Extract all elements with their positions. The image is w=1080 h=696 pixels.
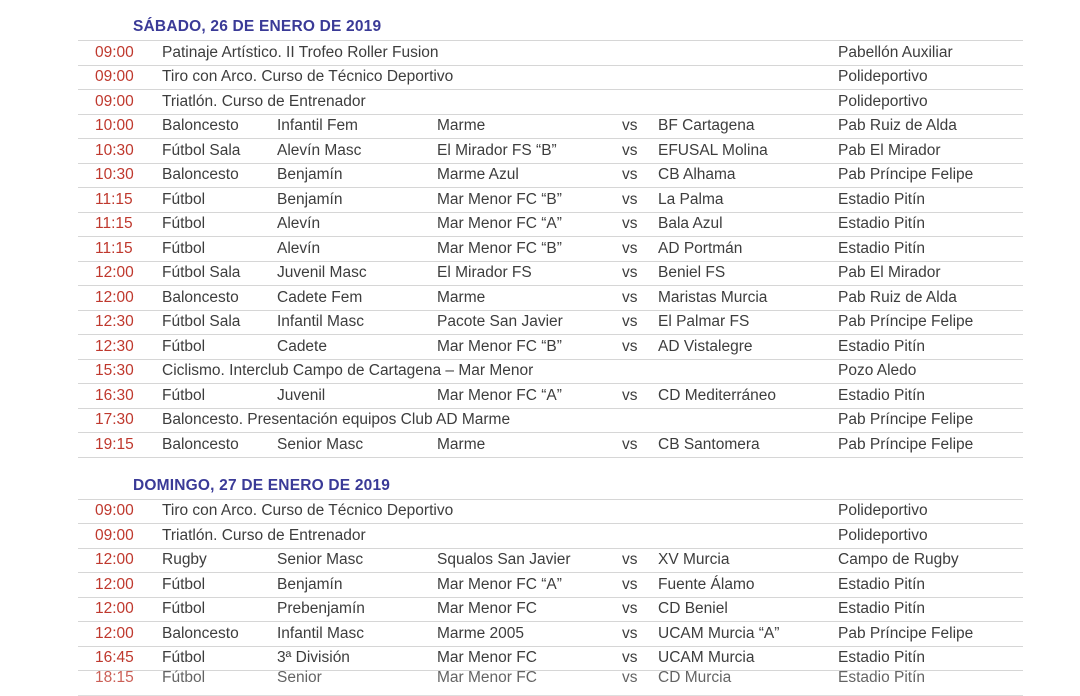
venue-cell: Polideportivo bbox=[838, 92, 928, 110]
time-cell: 12:00 bbox=[95, 288, 134, 306]
schedule-row bbox=[78, 500, 1023, 525]
away-team-cell: Beniel FS bbox=[658, 264, 726, 282]
home-team-cell: Marme bbox=[437, 288, 486, 306]
category-cell: Prebenjamín bbox=[277, 600, 365, 618]
vs-label: vs bbox=[622, 337, 638, 355]
schedule-content bbox=[78, 16, 1080, 696]
time-cell: 17:30 bbox=[95, 411, 134, 429]
away-team-cell: AD Portmán bbox=[658, 239, 743, 257]
event-description-cell: Triatlón. Curso de Entrenador bbox=[162, 92, 366, 110]
venue-cell: Pab Príncipe Felipe bbox=[838, 166, 974, 184]
away-team-cell: CD Mediterráneo bbox=[658, 386, 777, 404]
time-cell: 16:45 bbox=[95, 649, 134, 667]
schedule-row bbox=[78, 66, 1023, 91]
sport-cell: Baloncesto bbox=[162, 288, 239, 306]
time-cell: 12:00 bbox=[95, 551, 134, 569]
home-team-cell: Squalos San Javier bbox=[437, 551, 571, 569]
day-header: SÁBADO, 26 DE ENERO DE 2019 bbox=[133, 18, 382, 35]
vs-label: vs bbox=[622, 435, 638, 453]
away-team-cell: CD Beniel bbox=[658, 600, 728, 618]
vs-label: vs bbox=[622, 239, 638, 257]
schedule-row bbox=[78, 311, 1023, 336]
time-cell: 18:15 bbox=[95, 669, 134, 686]
venue-cell: Pabellón Auxiliar bbox=[838, 43, 953, 61]
schedule-row bbox=[78, 262, 1023, 287]
category-cell: Senior bbox=[277, 669, 322, 686]
sport-cell: Rugby bbox=[162, 551, 207, 569]
schedule-row bbox=[78, 139, 1023, 164]
vs-label: vs bbox=[622, 551, 638, 569]
schedule-row bbox=[78, 115, 1023, 140]
schedule-row bbox=[78, 622, 1023, 647]
venue-cell: Estadio Pitín bbox=[838, 669, 926, 686]
category-cell: Juvenil bbox=[277, 386, 326, 404]
schedule-row bbox=[78, 335, 1023, 360]
home-team-cell: Mar Menor FC “A” bbox=[437, 215, 562, 233]
time-cell: 11:15 bbox=[95, 239, 133, 257]
vs-label: vs bbox=[622, 313, 638, 331]
time-cell: 12:00 bbox=[95, 575, 134, 593]
venue-cell: Pab El Mirador bbox=[838, 141, 941, 159]
home-team-cell: Marme Azul bbox=[437, 166, 519, 184]
category-cell: Cadete Fem bbox=[277, 288, 363, 306]
category-cell: Senior Masc bbox=[277, 435, 364, 453]
venue-cell: Pab Príncipe Felipe bbox=[838, 624, 974, 642]
schedule-row bbox=[78, 188, 1023, 213]
away-team-cell: BF Cartagena bbox=[658, 117, 755, 135]
sport-cell: Fútbol Sala bbox=[162, 313, 241, 331]
vs-label: vs bbox=[622, 190, 638, 208]
away-team-cell: El Palmar FS bbox=[658, 313, 750, 331]
schedule-row bbox=[78, 671, 1023, 696]
time-cell: 11:15 bbox=[95, 190, 133, 208]
vs-label: vs bbox=[622, 624, 638, 642]
time-cell: 12:00 bbox=[95, 600, 134, 618]
schedule-row bbox=[78, 360, 1023, 385]
time-cell: 11:15 bbox=[95, 215, 133, 233]
home-team-cell: Mar Menor FC bbox=[437, 600, 537, 618]
category-cell: Infantil Masc bbox=[277, 313, 365, 331]
category-cell: Alevín bbox=[277, 215, 321, 233]
category-cell: Infantil Masc bbox=[277, 624, 365, 642]
home-team-cell: Mar Menor FC “B” bbox=[437, 239, 562, 257]
sport-cell: Baloncesto bbox=[162, 166, 239, 184]
home-team-cell: Mar Menor FC “B” bbox=[437, 337, 562, 355]
category-cell: Alevín Masc bbox=[277, 141, 362, 159]
event-description-cell: Tiro con Arco. Curso de Técnico Deportivo bbox=[162, 502, 454, 520]
event-description-cell: Ciclismo. Interclub Campo de Cartagena – Mar Menor bbox=[162, 362, 534, 380]
vs-label: vs bbox=[622, 166, 638, 184]
venue-cell: Pab Ruiz de Alda bbox=[838, 117, 957, 135]
home-team-cell: El Mirador FS “B” bbox=[437, 141, 557, 159]
away-team-cell: La Palma bbox=[658, 190, 724, 208]
schedule-row bbox=[78, 433, 1023, 458]
category-cell: Alevín bbox=[277, 239, 321, 257]
home-team-cell: Mar Menor FC “A” bbox=[437, 575, 562, 593]
venue-cell: Estadio Pitín bbox=[838, 239, 926, 257]
venue-cell: Polideportivo bbox=[838, 68, 928, 86]
home-team-cell: Marme bbox=[437, 435, 486, 453]
category-cell: Infantil Fem bbox=[277, 117, 358, 135]
event-description-cell: Triatlón. Curso de Entrenador bbox=[162, 526, 366, 544]
vs-label: vs bbox=[622, 600, 638, 618]
schedule-row bbox=[78, 384, 1023, 409]
time-cell: 09:00 bbox=[95, 502, 134, 520]
venue-cell: Estadio Pitín bbox=[838, 575, 926, 593]
venue-cell: Estadio Pitín bbox=[838, 600, 926, 618]
day-schedule-table bbox=[78, 499, 1023, 696]
schedule-row bbox=[78, 237, 1023, 262]
schedule-row bbox=[78, 41, 1023, 66]
time-cell: 09:00 bbox=[95, 92, 134, 110]
time-cell: 16:30 bbox=[95, 386, 134, 404]
away-team-cell: CD Murcia bbox=[658, 669, 732, 686]
time-cell: 15:30 bbox=[95, 362, 134, 380]
category-cell: Juvenil Masc bbox=[277, 264, 367, 282]
sport-cell: Baloncesto bbox=[162, 435, 239, 453]
venue-cell: Polideportivo bbox=[838, 526, 928, 544]
venue-cell: Pab El Mirador bbox=[838, 264, 941, 282]
away-team-cell: Fuente Álamo bbox=[658, 575, 755, 593]
time-cell: 12:00 bbox=[95, 264, 134, 282]
venue-cell: Estadio Pitín bbox=[838, 215, 926, 233]
sport-cell: Baloncesto bbox=[162, 117, 239, 135]
vs-label: vs bbox=[622, 117, 638, 135]
event-description-cell: Tiro con Arco. Curso de Técnico Deportivo bbox=[162, 68, 454, 86]
schedule-row bbox=[78, 409, 1023, 434]
time-cell: 09:00 bbox=[95, 68, 134, 86]
schedule-row bbox=[78, 213, 1023, 238]
venue-cell: Polideportivo bbox=[838, 502, 928, 520]
schedule-row bbox=[78, 286, 1023, 311]
sport-cell: Fútbol bbox=[162, 669, 206, 686]
schedule-row bbox=[78, 524, 1023, 549]
home-team-cell: Mar Menor FC bbox=[437, 669, 537, 686]
time-cell: 19:15 bbox=[95, 435, 134, 453]
category-cell: Benjamín bbox=[277, 190, 343, 208]
sport-cell: Fútbol bbox=[162, 649, 206, 667]
sport-cell: Fútbol Sala bbox=[162, 141, 241, 159]
sport-cell: Baloncesto bbox=[162, 624, 239, 642]
vs-label: vs bbox=[622, 575, 638, 593]
event-description-cell: Baloncesto. Presentación equipos Club AD Marme bbox=[162, 411, 511, 429]
venue-cell: Campo de Rugby bbox=[838, 551, 959, 569]
away-team-cell: XV Murcia bbox=[658, 551, 730, 569]
day-section bbox=[78, 475, 1023, 696]
away-team-cell: CB Santomera bbox=[658, 435, 760, 453]
home-team-cell: Pacote San Javier bbox=[437, 313, 563, 331]
schedule-row bbox=[78, 549, 1023, 574]
day-header: DOMINGO, 27 DE ENERO DE 2019 bbox=[133, 476, 391, 494]
time-cell: 10:30 bbox=[95, 166, 134, 184]
sport-cell: Fútbol bbox=[162, 575, 206, 593]
category-cell: Benjamín bbox=[277, 575, 343, 593]
schedule-row bbox=[78, 647, 1023, 672]
day-section bbox=[78, 16, 1023, 458]
away-team-cell: AD Vistalegre bbox=[658, 337, 753, 355]
time-cell: 12:00 bbox=[95, 624, 134, 642]
time-cell: 10:00 bbox=[95, 117, 134, 135]
home-team-cell: El Mirador FS bbox=[437, 264, 532, 282]
home-team-cell: Mar Menor FC “A” bbox=[437, 386, 562, 404]
sport-cell: Fútbol bbox=[162, 600, 206, 618]
sport-cell: Fútbol bbox=[162, 337, 206, 355]
home-team-cell: Mar Menor FC bbox=[437, 649, 537, 667]
venue-cell: Pab Ruiz de Alda bbox=[838, 288, 957, 306]
home-team-cell: Marme 2005 bbox=[437, 624, 525, 642]
sport-cell: Fútbol bbox=[162, 239, 206, 257]
vs-label: vs bbox=[622, 386, 638, 404]
schedule-row bbox=[78, 573, 1023, 598]
venue-cell: Estadio Pitín bbox=[838, 386, 926, 404]
schedule-row bbox=[78, 164, 1023, 189]
away-team-cell: CB Alhama bbox=[658, 166, 736, 184]
away-team-cell: Bala Azul bbox=[658, 215, 723, 233]
sport-cell: Fútbol bbox=[162, 190, 206, 208]
time-cell: 12:30 bbox=[95, 337, 134, 355]
time-cell: 12:30 bbox=[95, 313, 134, 331]
sport-cell: Fútbol bbox=[162, 386, 206, 404]
vs-label: vs bbox=[622, 141, 638, 159]
home-team-cell: Mar Menor FC “B” bbox=[437, 190, 562, 208]
vs-label: vs bbox=[622, 264, 638, 282]
sport-cell: Fútbol bbox=[162, 215, 206, 233]
category-cell: 3ª División bbox=[277, 649, 350, 667]
category-cell: Benjamín bbox=[277, 166, 343, 184]
time-cell: 09:00 bbox=[95, 526, 134, 544]
venue-cell: Estadio Pitín bbox=[838, 649, 926, 667]
venue-cell: Estadio Pitín bbox=[838, 337, 926, 355]
vs-label: vs bbox=[622, 669, 638, 686]
schedule-row bbox=[78, 598, 1023, 623]
home-team-cell: Marme bbox=[437, 117, 486, 135]
sport-cell: Fútbol Sala bbox=[162, 264, 241, 282]
time-cell: 10:30 bbox=[95, 141, 134, 159]
venue-cell: Estadio Pitín bbox=[838, 190, 926, 208]
category-cell: Senior Masc bbox=[277, 551, 364, 569]
vs-label: vs bbox=[622, 649, 638, 667]
away-team-cell: UCAM Murcia “A” bbox=[658, 624, 780, 642]
away-team-cell: EFUSAL Molina bbox=[658, 141, 768, 159]
category-cell: Cadete bbox=[277, 337, 327, 355]
day-schedule-table bbox=[78, 40, 1023, 458]
venue-cell: Pab Príncipe Felipe bbox=[838, 435, 974, 453]
venue-cell: Pab Príncipe Felipe bbox=[838, 313, 974, 331]
vs-label: vs bbox=[622, 288, 638, 306]
away-team-cell: Maristas Murcia bbox=[658, 288, 768, 306]
vs-label: vs bbox=[622, 215, 638, 233]
away-team-cell: UCAM Murcia bbox=[658, 649, 755, 667]
venue-cell: Pozo Aledo bbox=[838, 362, 917, 380]
venue-cell: Pab Príncipe Felipe bbox=[838, 411, 974, 429]
event-description-cell: Patinaje Artístico. II Trofeo Roller Fusion bbox=[162, 43, 439, 61]
schedule-row bbox=[78, 90, 1023, 115]
time-cell: 09:00 bbox=[95, 43, 134, 61]
